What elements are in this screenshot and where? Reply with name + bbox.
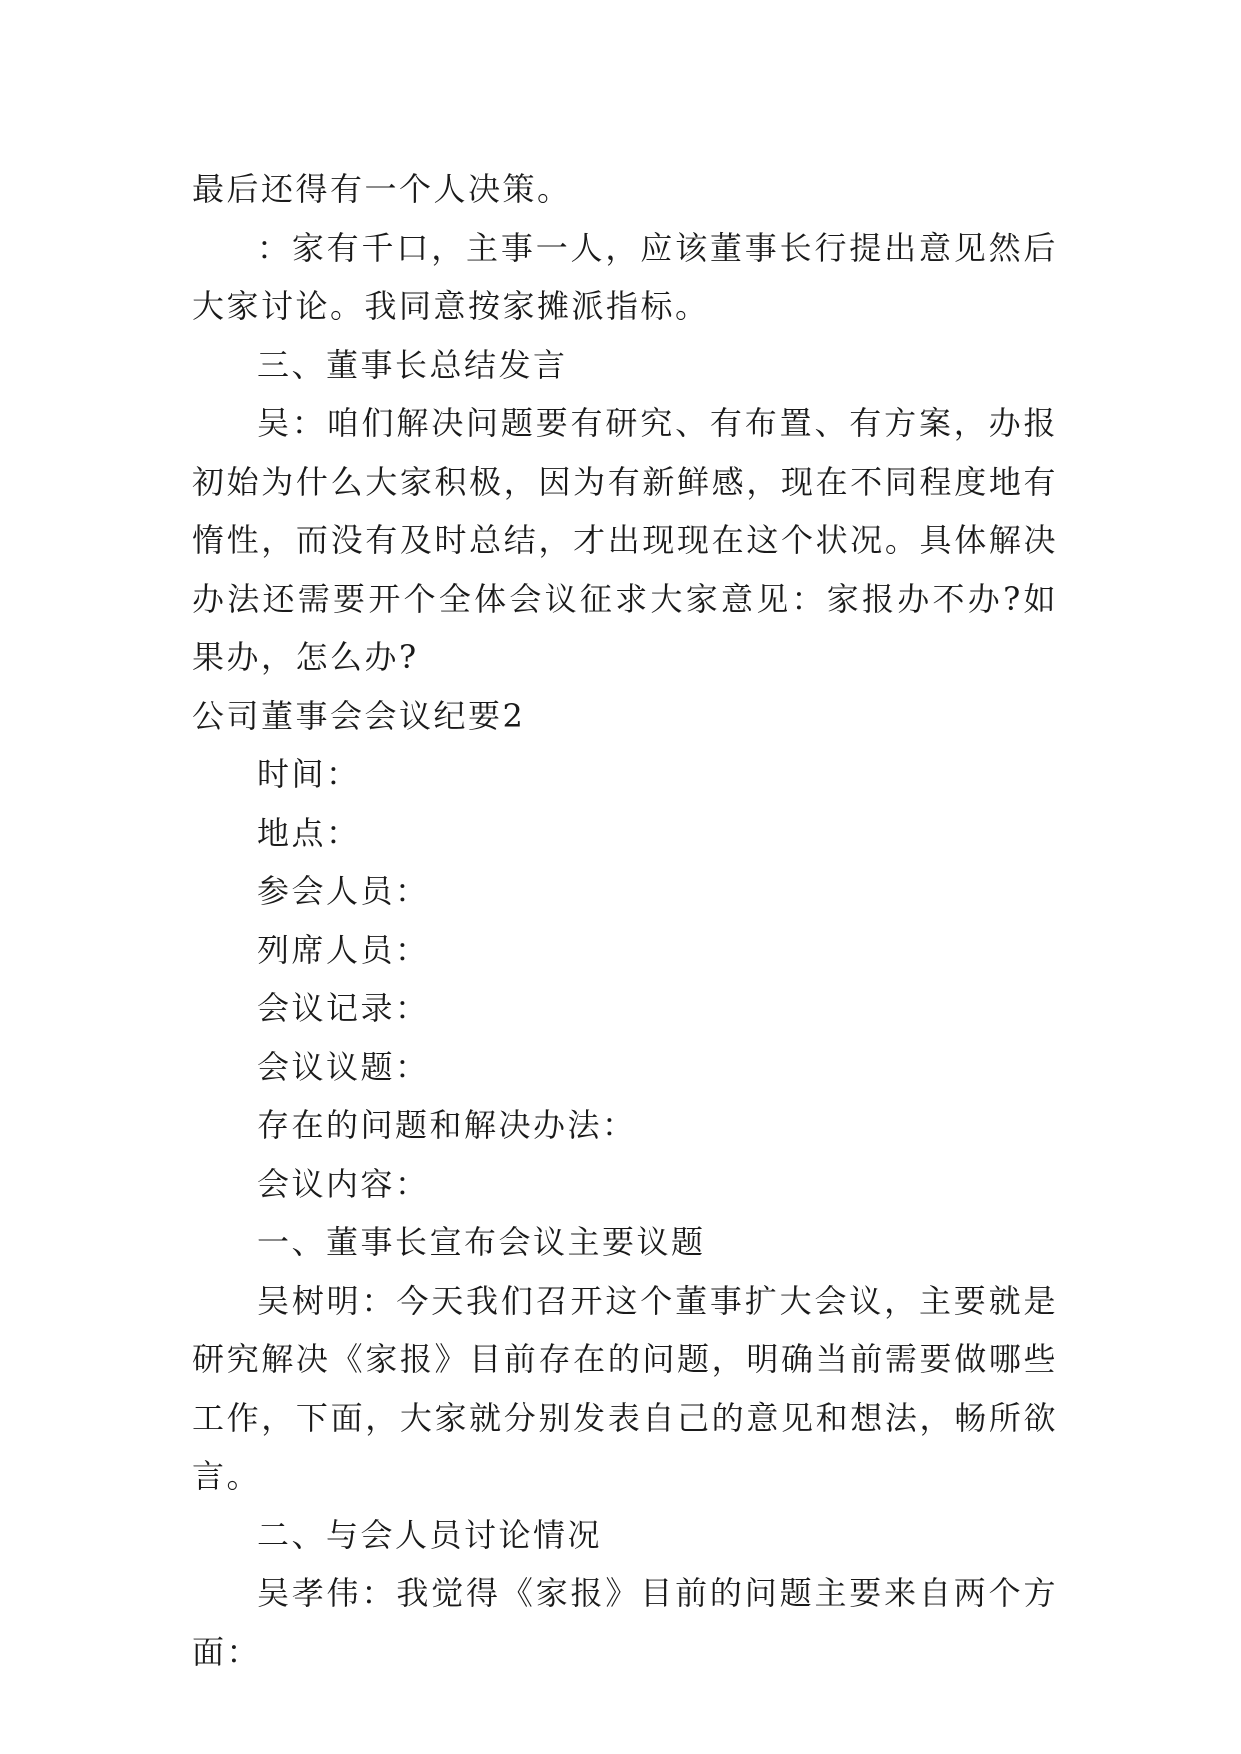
paragraph-wu-shuming: 吴树明：今天我们召开这个董事扩大会议，主要就是研究解决《家报》目前存在的问题，明确当前需要做哪些工作，下面，大家就分别发表自己的意见和想法，畅所欲言。 [192, 1281, 1058, 1495]
section-heading-chairman-summary: 三、董事长总结发言 [257, 345, 568, 384]
document-body [192, 160, 1058, 1681]
field-meeting-topic: 会议议题： [257, 1047, 430, 1086]
field-problems-solutions: 存在的问题和解决办法： [257, 1106, 637, 1144]
paragraph-wu-summary: 吴：咱们解决问题要有研究、有布置、有方案，办报初始为什么大家积极，因为有新鲜感，现在不同程度地有惰性，而没有及时总结，才出现现在这个状况。具体解决办法还需要开个全体会议征求大家意见：家报办不办?如果办，怎么办? [192, 404, 1058, 676]
field-location: 地点： [257, 813, 361, 852]
field-attendees: 参会人员： [257, 872, 430, 910]
field-meeting-record: 会议记录： [257, 989, 430, 1027]
document-title-minutes-2: 公司董事会会议纪要2 [192, 696, 526, 735]
field-observers: 列席人员： [257, 930, 430, 969]
field-meeting-content: 会议内容： [257, 1164, 430, 1203]
field-time: 时间： [257, 755, 361, 793]
section-heading-discussion: 二、与会人员讨论情况 [257, 1515, 603, 1554]
paragraph-decision: 最后还得有一个人决策。 [192, 170, 572, 208]
paragraph-family-opinion: ：家有千口，主事一人，应该董事长行提出意见然后大家讨论。我同意按家摊派指标。 [192, 228, 1058, 325]
section-heading-main-topics: 一、董事长宣布会议主要议题 [257, 1223, 706, 1261]
paragraph-wu-xiaowei: 吴孝伟：我觉得《家报》目前的问题主要来自两个方面： [192, 1574, 1058, 1671]
